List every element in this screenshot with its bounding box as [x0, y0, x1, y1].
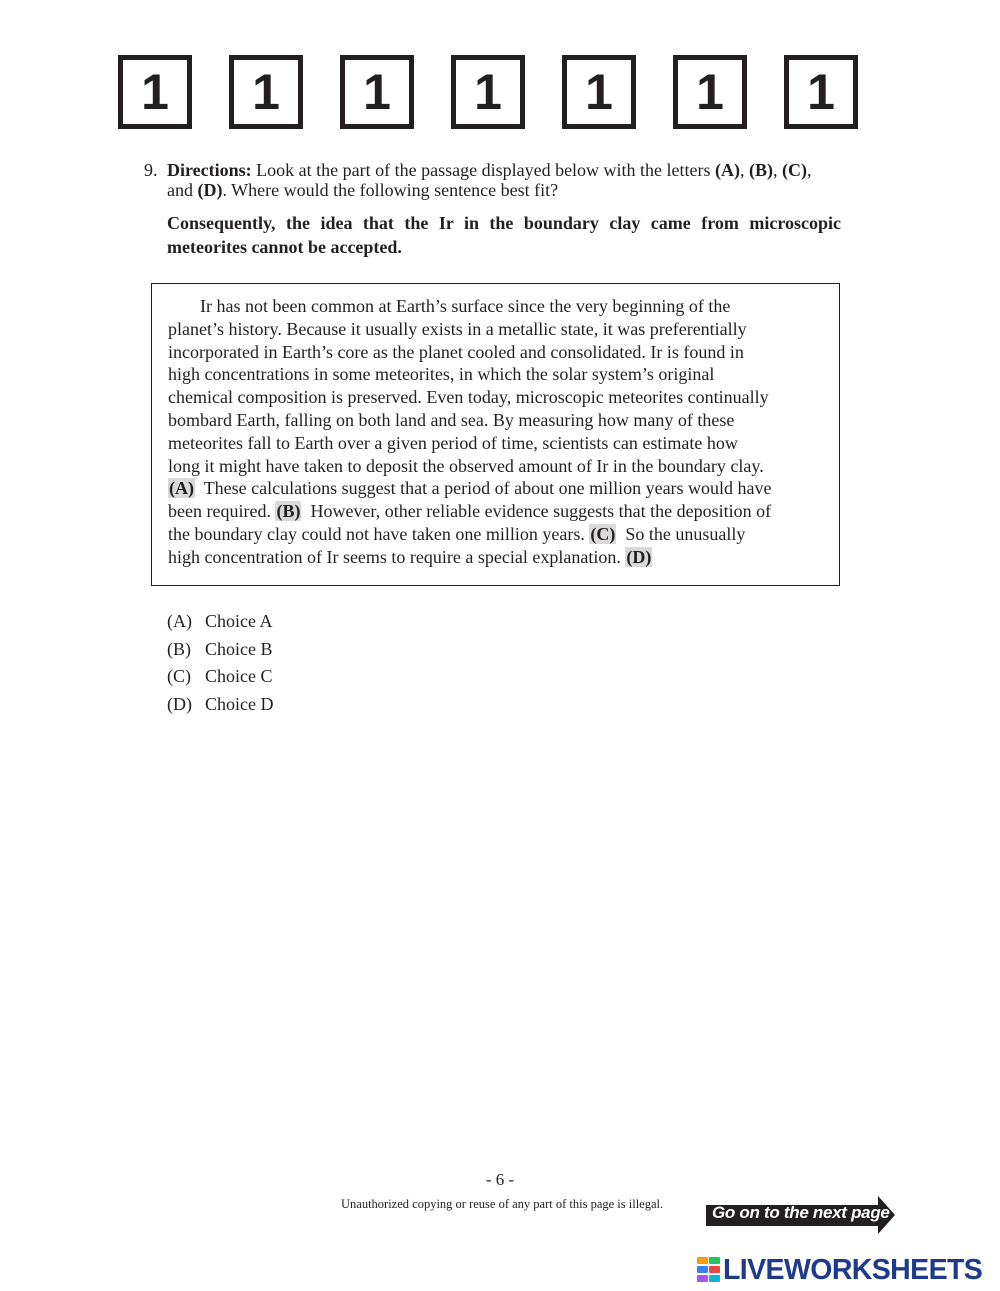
directions-question: . Where would the following sentence best fit? — [222, 180, 559, 200]
page-number: - 6 - — [485, 1170, 515, 1189]
answer-choices — [167, 609, 273, 720]
passage-line: Ir has not been common at Earth’s surface since the very beginning of the — [200, 296, 731, 316]
directions-letter-c: (C) — [782, 160, 808, 180]
passage-line: meteorites fall to Earth over a given period of time, scientists can estimate how — [168, 432, 738, 453]
section-number-boxes — [118, 55, 864, 129]
passage-text — [168, 295, 824, 569]
section-box: 1 — [673, 55, 747, 129]
directions-text: Look at the part of the passage displayed below with the letters — [251, 160, 716, 180]
answer-choice-d[interactable] — [167, 692, 273, 720]
question-directions: Directions: Look at the part of the passage displayed below with the letters (A), (B), (C), and (D). Where would the following sentence best fit? — [167, 160, 812, 200]
directions-letter-a: (A) — [715, 160, 741, 180]
question-number: 9. — [144, 160, 158, 180]
choice-text: Choice B — [205, 638, 273, 659]
passage-line: been required. (B) However, other reliable evidence suggests that the deposition of — [168, 501, 772, 522]
section-box: 1 — [784, 55, 858, 129]
answer-choice-a[interactable] — [167, 609, 273, 637]
insert-sentence: Consequently, the idea that the Ir in the boundary clay came from microscopic meteorites cannot be accepted. — [167, 213, 841, 257]
choice-text: Choice D — [205, 694, 274, 715]
section-box: 1 — [229, 55, 303, 129]
passage-line: high concentrations in some meteorites, in which the solar system’s original — [168, 364, 715, 385]
liveworksheets-logo — [697, 1254, 997, 1286]
passage-line: chemical composition is preserved. Even today, microscopic meteorites continually — [168, 387, 769, 408]
copyright-notice: Unauthorized copying or reuse of any part of this page is illegal. — [341, 1197, 664, 1211]
choice-letter: (D) — [167, 694, 192, 715]
answer-choice-b[interactable] — [167, 637, 273, 665]
choice-text: Choice C — [205, 666, 273, 687]
directions-letter-b: (B) — [749, 160, 774, 180]
insertion-marker-b[interactable]: (B) — [276, 501, 301, 522]
go-on-next-page-banner — [706, 1196, 896, 1234]
answer-choice-c[interactable] — [167, 664, 273, 692]
insertion-marker-c[interactable]: (C) — [590, 523, 616, 544]
directions-letter-d: (D) — [197, 180, 223, 200]
section-box: 1 — [118, 55, 192, 129]
liveworksheets-logo-icon — [697, 1257, 721, 1282]
passage-line: bombard Earth, falling on both land and sea. By measuring how many of these — [168, 409, 735, 430]
choice-letter: (A) — [167, 611, 192, 631]
passage-line: long it might have taken to deposit the observed amount of Ir in the boundary clay. — [168, 455, 764, 476]
passage-box — [151, 283, 840, 586]
passage-line: high concentration of Ir seems to require a special explanation. (D) — [168, 546, 652, 567]
directions-label: Directions: — [167, 160, 252, 180]
insertion-marker-a[interactable]: (A) — [169, 478, 194, 499]
next-page-label: Go on to the next page — [712, 1203, 890, 1222]
liveworksheets-wordmark: LIVEWORKSHEETS — [723, 1254, 983, 1286]
section-box: 1 — [562, 55, 636, 129]
section-box: 1 — [340, 55, 414, 129]
choice-text: Choice A — [205, 611, 273, 631]
choice-letter: (C) — [167, 666, 191, 687]
passage-line: incorporated in Earth’s core as the planet cooled and consolidated. Ir is found in — [168, 341, 744, 362]
section-box: 1 — [451, 55, 525, 129]
insertion-marker-d[interactable]: (D) — [626, 546, 652, 567]
passage-line: (A) These calculations suggest that a period of about one million years would have — [169, 478, 772, 499]
passage-line: planet’s history. Because it usually exists in a metallic state, it was preferentially — [168, 318, 747, 339]
passage-line: the boundary clay could not have taken one million years. (C) So the unusually — [168, 523, 746, 544]
choice-letter: (B) — [167, 638, 191, 659]
